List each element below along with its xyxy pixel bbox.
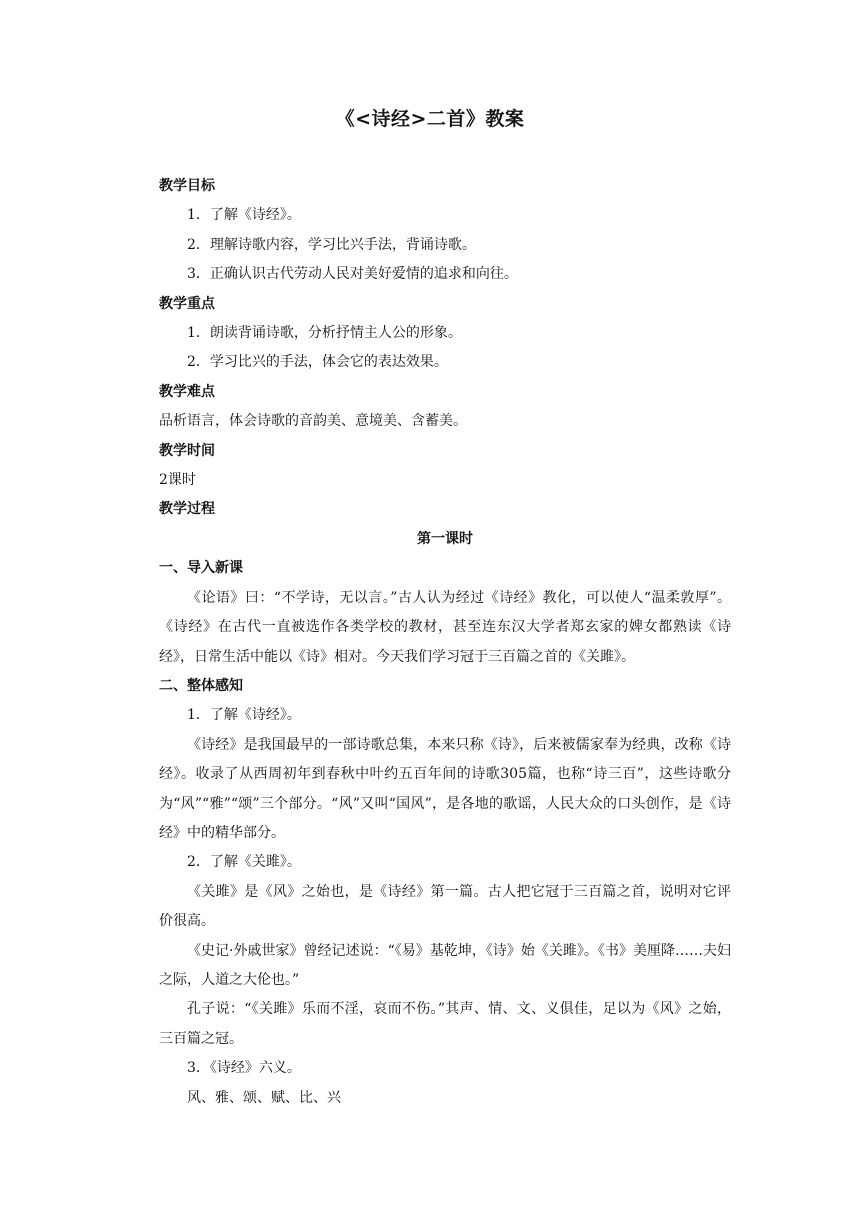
- document-title: 《<诗经>二首》教案: [335, 108, 525, 130]
- lesson-title: 第一课时: [417, 530, 473, 547]
- process-heading: 教学过程: [159, 501, 215, 518]
- difficulties-text: 品析语言，体会诗歌的音韵美、意境美、含蓄美。: [159, 413, 467, 430]
- overview-item-2: 2．了解《关雎》。: [187, 854, 301, 871]
- goal-item: 2．理解诗歌内容，学习比兴手法，背诵诗歌。: [187, 236, 476, 253]
- overview-item-1: 1．了解《诗经》。: [187, 707, 301, 724]
- section-heading-overview: 二、整体感知: [159, 677, 243, 694]
- difficulties-heading: 教学难点: [159, 383, 215, 400]
- intro-paragraph: 《论语》曰：“不学诗，无以言。”古人认为经过《诗经》教化，可以使人“温柔敦厚”。《诗经》在古代一直被选作各类学校的教材，甚至连东汉大学者郑玄家的婢女都熟读《诗经》，日常生活中能以《诗》相对。今天我们学习冠于三百篇之首的《关雎》。: [159, 589, 731, 665]
- overview-item-2-quote: 《史记·外戚世家》曾经记述说：“《易》基乾坤，《诗》始《关雎》。《书》美厘降……夫妇之际，人道之大伦也。”: [159, 942, 731, 988]
- overview-item-1-text: 《诗经》是我国最早的一部诗歌总集，本来只称《诗》，后来被儒家奉为经典，改称《诗经》。收录了从西周初年到春秋中叶约五百年间的诗歌305篇，也称“诗三百”，这些诗歌分为“风”“雅”“颂”三个部分。“风”又叫“国风”，是各地的歌谣，人民大众的口头创作，是《诗经》中的精华部分。: [159, 736, 731, 841]
- key-point-item: 2．学习比兴的手法，体会它的表达效果。: [187, 354, 448, 371]
- document-body: [159, 172, 731, 1113]
- overview-item-3-text: 风、雅、颂、赋、比、兴: [187, 1089, 341, 1106]
- goal-item: 3．正确认识古代劳动人民对美好爱情的追求和向往。: [187, 266, 518, 283]
- key-point-item: 1．朗读背诵诗歌，分析抒情主人公的形象。: [187, 325, 462, 342]
- goals-heading: 教学目标: [159, 178, 215, 194]
- time-text: 2课时: [159, 472, 196, 489]
- time-heading: 教学时间: [159, 442, 215, 459]
- overview-item-2-text: 《关雎》是《风》之始也，是《诗经》第一篇。古人把它冠于三百篇之首，说明对它评价很高。: [159, 883, 731, 930]
- goal-item: 1．了解《诗经》。: [187, 207, 301, 224]
- key-points-heading: 教学重点: [159, 295, 215, 312]
- overview-item-3: 3．《诗经》六义。: [187, 1060, 301, 1077]
- section-heading-intro: 一、导入新课: [159, 560, 243, 577]
- overview-item-2-confucius: 孔子说：“《关雎》乐而不淫，哀而不伤。”其声、情、文、义俱佳，足以为《风》之始，三百篇之冠。: [159, 1001, 731, 1047]
